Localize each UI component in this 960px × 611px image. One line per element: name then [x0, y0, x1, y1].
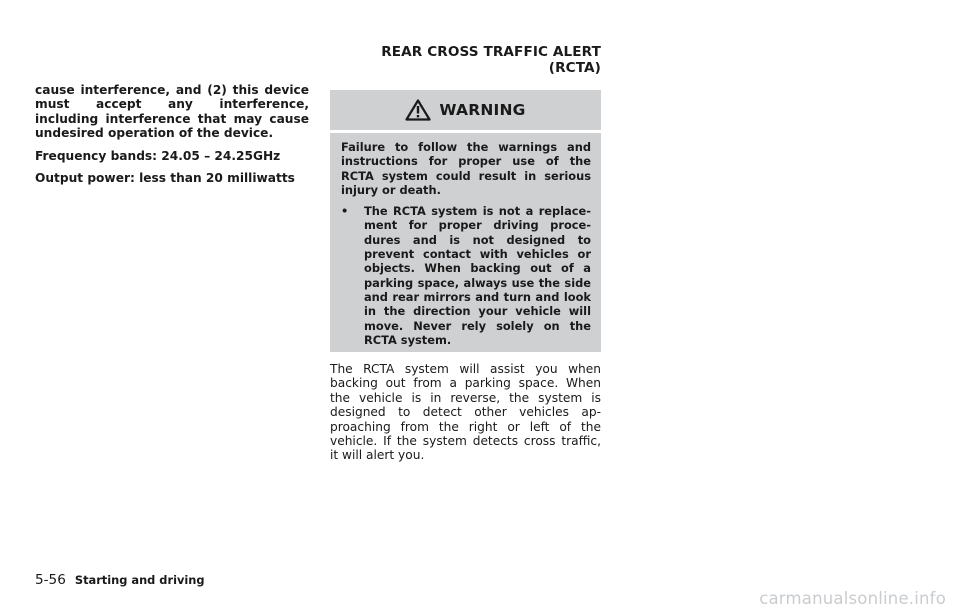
warning-bullet-item [341, 204, 591, 347]
rcta-description: The RCTA system will assist you when backing out from a parking space. When the vehicle is in reverse, the system is designed to detect other vehicles approaching from the right or left of the vehicle. If the system detects cross traffic, it will alert you. [330, 362, 601, 463]
warning-body [341, 140, 591, 347]
warning-header [330, 90, 601, 130]
watermark: carmanualsonline.info [759, 589, 946, 608]
warning-box [330, 90, 601, 352]
bullet-mark: • [341, 204, 349, 219]
output-power: Output power: less than 20 milliwatts [35, 171, 295, 186]
fcc-paragraph: cause interference, and (2) this device must accept any interference, including interference that may cause undesired operation of the device. [35, 83, 309, 141]
page-number: 5-56 [35, 572, 66, 588]
page-footer [35, 572, 205, 588]
footer-section-name: Starting and driving [74, 573, 205, 587]
warning-divider [330, 130, 601, 133]
warning-bullet-text: The RCTA system is not a replacement for proper driving procedures and is not designed to prevent contact with vehicles or objects. When backing out of a parking space, always use the side and rear mirrors and turn and look in the direction your vehicle will move. Never rely solely on the RCTA system. [364, 204, 591, 347]
section-title: REAR CROSS TRAFFIC ALERT (RCTA) [381, 44, 601, 76]
left-column [35, 83, 309, 185]
warning-triangle-icon [405, 99, 431, 121]
frequency-bands: Frequency bands: 24.05 – 24.25GHz [35, 148, 281, 163]
warning-text: Failure to follow the warnings and instructions for proper use of the RCTA system could result in serious injury or death. [341, 140, 591, 197]
warning-title: WARNING [439, 101, 526, 119]
